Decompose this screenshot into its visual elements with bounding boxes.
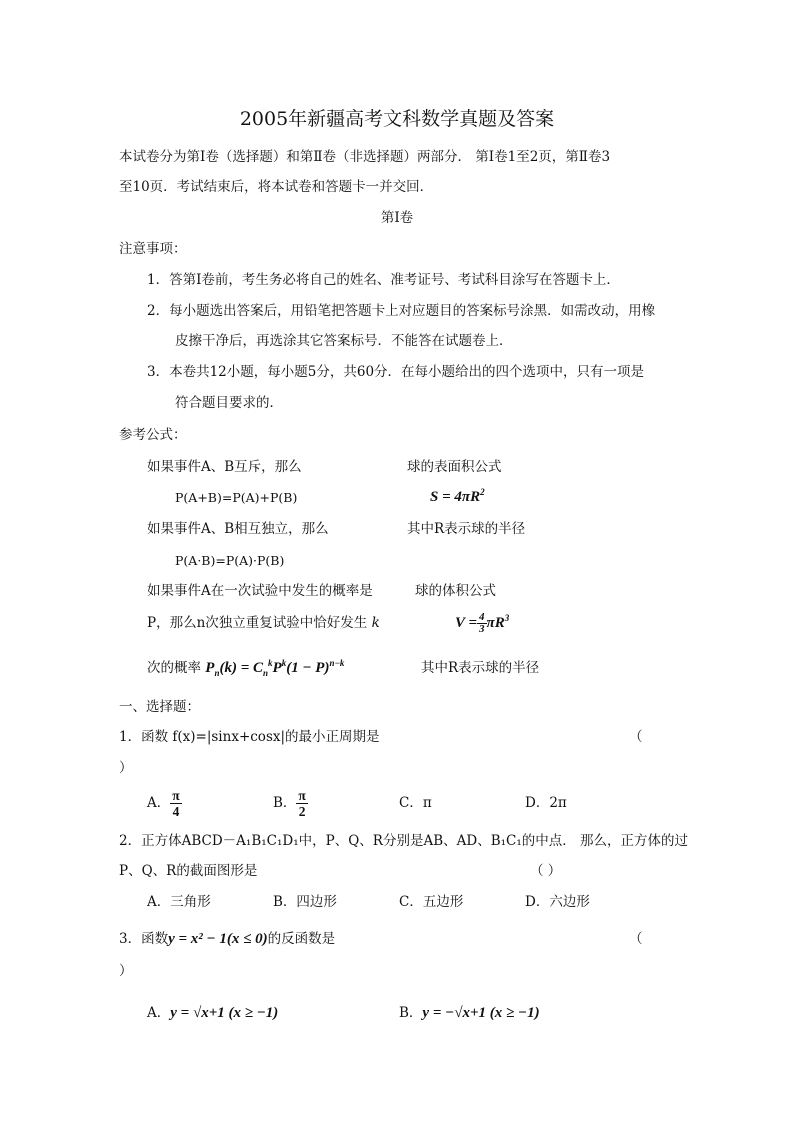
q3-bracket-open: （ (629, 931, 643, 947)
q2-option-c: C．五边形 (399, 894, 464, 910)
exclusive-label: 如果事件A、B互斥，那么 (147, 459, 302, 475)
q1-option-d: D．2π (525, 795, 567, 811)
q1-b-fraction: $\frac{\pi}{2}$ (298, 788, 306, 819)
q3-bracket-close: ） (119, 963, 133, 979)
independent-label: 如果事件A、B相互独立，那么 (147, 521, 329, 537)
notes-heading: 注意事项： (119, 241, 187, 257)
q3-a-formula: y = √x+1 (x ≥ −1) (170, 1005, 279, 1021)
note-item-1: 1．答第Ⅰ卷前，考生务必将自己的姓名、准考证号、考试科目涂写在答题卡上． (147, 272, 620, 288)
q2-option-b: B．四边形 (273, 894, 337, 910)
intro-line-1: 本试卷分为第Ⅰ卷（选择题）和第Ⅱ卷（非选择题）两部分． 第Ⅰ卷1至2页，第Ⅱ卷3 (119, 149, 611, 165)
q1-option-b: B． $\frac{\pi}{2}$ (273, 788, 306, 819)
q3-option-b: B．y = −√x+1 (x ≥ −1) (399, 1005, 540, 1021)
formulas-heading: 参考公式： (119, 427, 187, 443)
note-item-3a: 3．本卷共12小题，每小题5分，共60分．在每小题给出的四个选项中，只有一项是 (147, 364, 645, 380)
radius-note-2: 其中R表示球的半径 (421, 660, 540, 676)
q2-stem-line-1: 2．正方体ABCD－A₁B₁C₁D₁中，P、Q、R分别是AB、AD、B₁C₁的中点． 那么，正方体的过 (119, 833, 689, 849)
volume-fraction: $\frac{4}{3}$ (479, 611, 485, 636)
note-item-2a: 2．每小题选出答案后，用铅笔把答题卡上对应题目的答案标号涂黑．如需改动，用橡 (147, 303, 656, 319)
section-heading: 一、选择题： (119, 699, 200, 715)
page-title: 2005年新疆高考文科数学真题及答案 (239, 108, 555, 130)
q3-stem: 3．函数y = x² − 1(x ≤ 0)的反函数是 (119, 931, 336, 947)
binomial-formula: $P_n(k) = C_n^kP^k(1 - P)^{n-k}$ (205, 658, 345, 678)
q1-stem: 1．函数 f(x)=|sinx+cosx|的最小正周期是 (119, 729, 380, 745)
q1-a-fraction: $\frac{\pi}{4}$ (172, 788, 180, 819)
q1-bracket-close: ） (119, 760, 133, 776)
probability-line-2: P，那么n次独立重复试验中恰好发生 k (147, 615, 380, 631)
intro-line-2: 至10页．考试结束后，将本试卷和答题卡一并交回． (119, 179, 434, 195)
q2-option-a: A．三角形 (147, 894, 211, 910)
sphere-area-formula: $S = 4\pi R^2$ (430, 487, 485, 505)
q1-option-c: C．π (399, 795, 432, 811)
q3-option-a: A．y = √x+1 (x ≥ −1) (147, 1005, 279, 1021)
binomial-probability: 次的概率 $P_n(k) = C_n^kP^k(1 - P)^{n-k}$ (147, 658, 345, 678)
q2-option-d: D．六边形 (525, 894, 590, 910)
part-heading: 第Ⅰ卷 (380, 210, 414, 226)
sphere-volume-label: 球的体积公式 (415, 583, 496, 599)
q2-stem-line-2: P、Q、R的截面图形是 (119, 863, 258, 879)
sphere-volume-formula: V = $\frac{4}{3}$ $\pi R^3$ (455, 611, 510, 636)
q1-bracket-open: （ (629, 729, 643, 745)
exclusive-formula: P(A+B)=P(A)+P(B) (175, 490, 298, 505)
note-item-2b: 皮擦干净后，再选涂其它答案标号．不能答在试题卷上． (175, 333, 513, 349)
q1-option-a: A． $\frac{\pi}{4}$ (147, 788, 180, 819)
q2-bracket: （ ） (530, 863, 562, 879)
radius-note-1: 其中R表示球的半径 (407, 521, 526, 537)
q3-b-formula: y = −√x+1 (x ≥ −1) (422, 1005, 540, 1021)
note-item-3b: 符合题目要求的． (175, 395, 283, 411)
sphere-area-label: 球的表面积公式 (407, 459, 502, 475)
q3-function: y = x² − 1(x ≤ 0) (168, 931, 268, 947)
independent-formula: P(A·B)=P(A)·P(B) (175, 553, 285, 568)
probability-line-1: 如果事件A在一次试验中发生的概率是 (147, 583, 373, 599)
probability-k: k (371, 615, 380, 631)
